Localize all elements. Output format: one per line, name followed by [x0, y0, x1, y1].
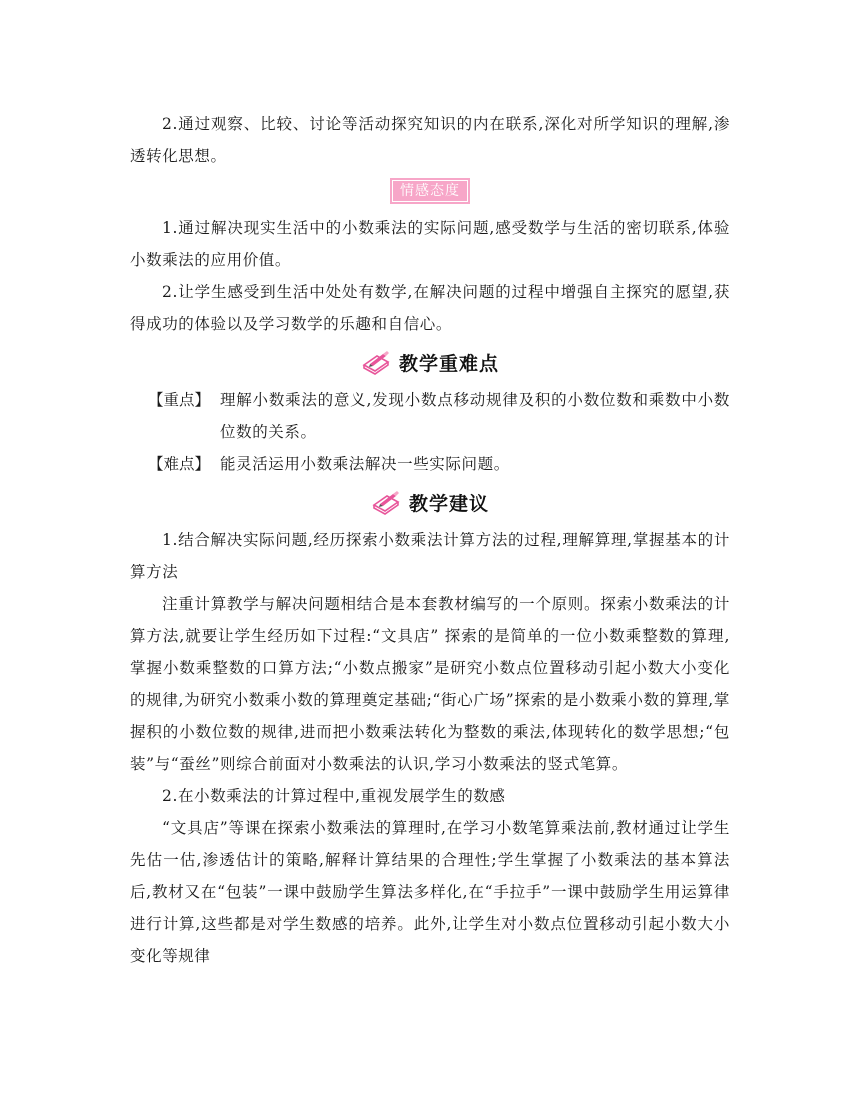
emotion-label-wrap	[130, 172, 730, 212]
hard-point-text: 能灵活运用小数乘法解决一些实际问题。	[220, 455, 510, 473]
hard-point-row	[130, 448, 730, 480]
emotion-item-1: 1.通过解决现实生活中的小数乘法的实际问题,感受数学与生活的密切联系,体验小数乘法的应用价值。	[130, 219, 730, 269]
suggestion-paragraph-1: 注重计算教学与解决问题相结合是本套教材编写的一个原则。探索小数乘法的计算方法,就要让学生经历如下过程:“文具店” 探索的是简单的一位小数乘整数的算理,掌握小数乘整数的口算方法;“小数点搬家”是研究小数点位置移动引起小数大小变化的规律,为研究小数乘小数的算理奠定基础;“街心广场”探索的是小数乘小数的算理,掌握积的小数位数的规律,进而把小数乘法转化为整数的乘法,体现转化的数学思想;“包装”与“蚕丝”则综合前面对小数乘法的认识,学习小数乘法的竖式笔算。	[130, 595, 730, 773]
pencil-notebook-icon	[361, 349, 391, 375]
page-content	[130, 108, 730, 972]
suggestion-paragraph-2: “文具店”等课在探索小数乘法的算理时,在学习小数笔算乘法前,教材通过让学生先估一估,渗透估计的策略,解释计算结果的合理性;学生掌握了小数乘法的基本算法后,教材又在“包装”一课中鼓励学生算法多样化,在“手拉手”一课中鼓励学生用运算律进行计算,这些都是对学生数感的培养。此外,让学生对小数点位置移动引起小数大小变化等规律	[130, 819, 730, 965]
goal-item-2: 2.通过观察、比较、讨论等活动探究知识的内在联系,深化对所学知识的理解,渗透转化思想。	[130, 115, 730, 165]
emotion-label: 情感态度	[390, 178, 470, 204]
pencil-notebook-icon	[371, 489, 401, 515]
keypoints-title: 教学重难点	[398, 352, 499, 375]
key-point-text: 理解小数乘法的意义,发现小数点移动规律及积的小数位数和乘数中小数位数的关系。	[220, 391, 730, 441]
suggestions-title: 教学建议	[408, 492, 489, 515]
keypoints-heading	[130, 340, 730, 384]
suggestion-heading-1: 1.结合解决实际问题,经历探索小数乘法计算方法的过程,理解算理,掌握基本的计算方法	[130, 531, 730, 581]
suggestions-heading	[130, 480, 730, 524]
hard-point-label: 【难点】	[148, 455, 211, 473]
suggestion-heading-2: 2.在小数乘法的计算过程中,重视发展学生的数感	[162, 787, 506, 805]
emotion-item-2: 2.让学生感受到生活中处处有数学,在解决问题的过程中增强自主探究的愿望,获得成功的体验以及学习数学的乐趣和自信心。	[130, 283, 730, 333]
key-point-row	[130, 384, 730, 448]
key-point-label: 【重点】	[148, 391, 211, 409]
